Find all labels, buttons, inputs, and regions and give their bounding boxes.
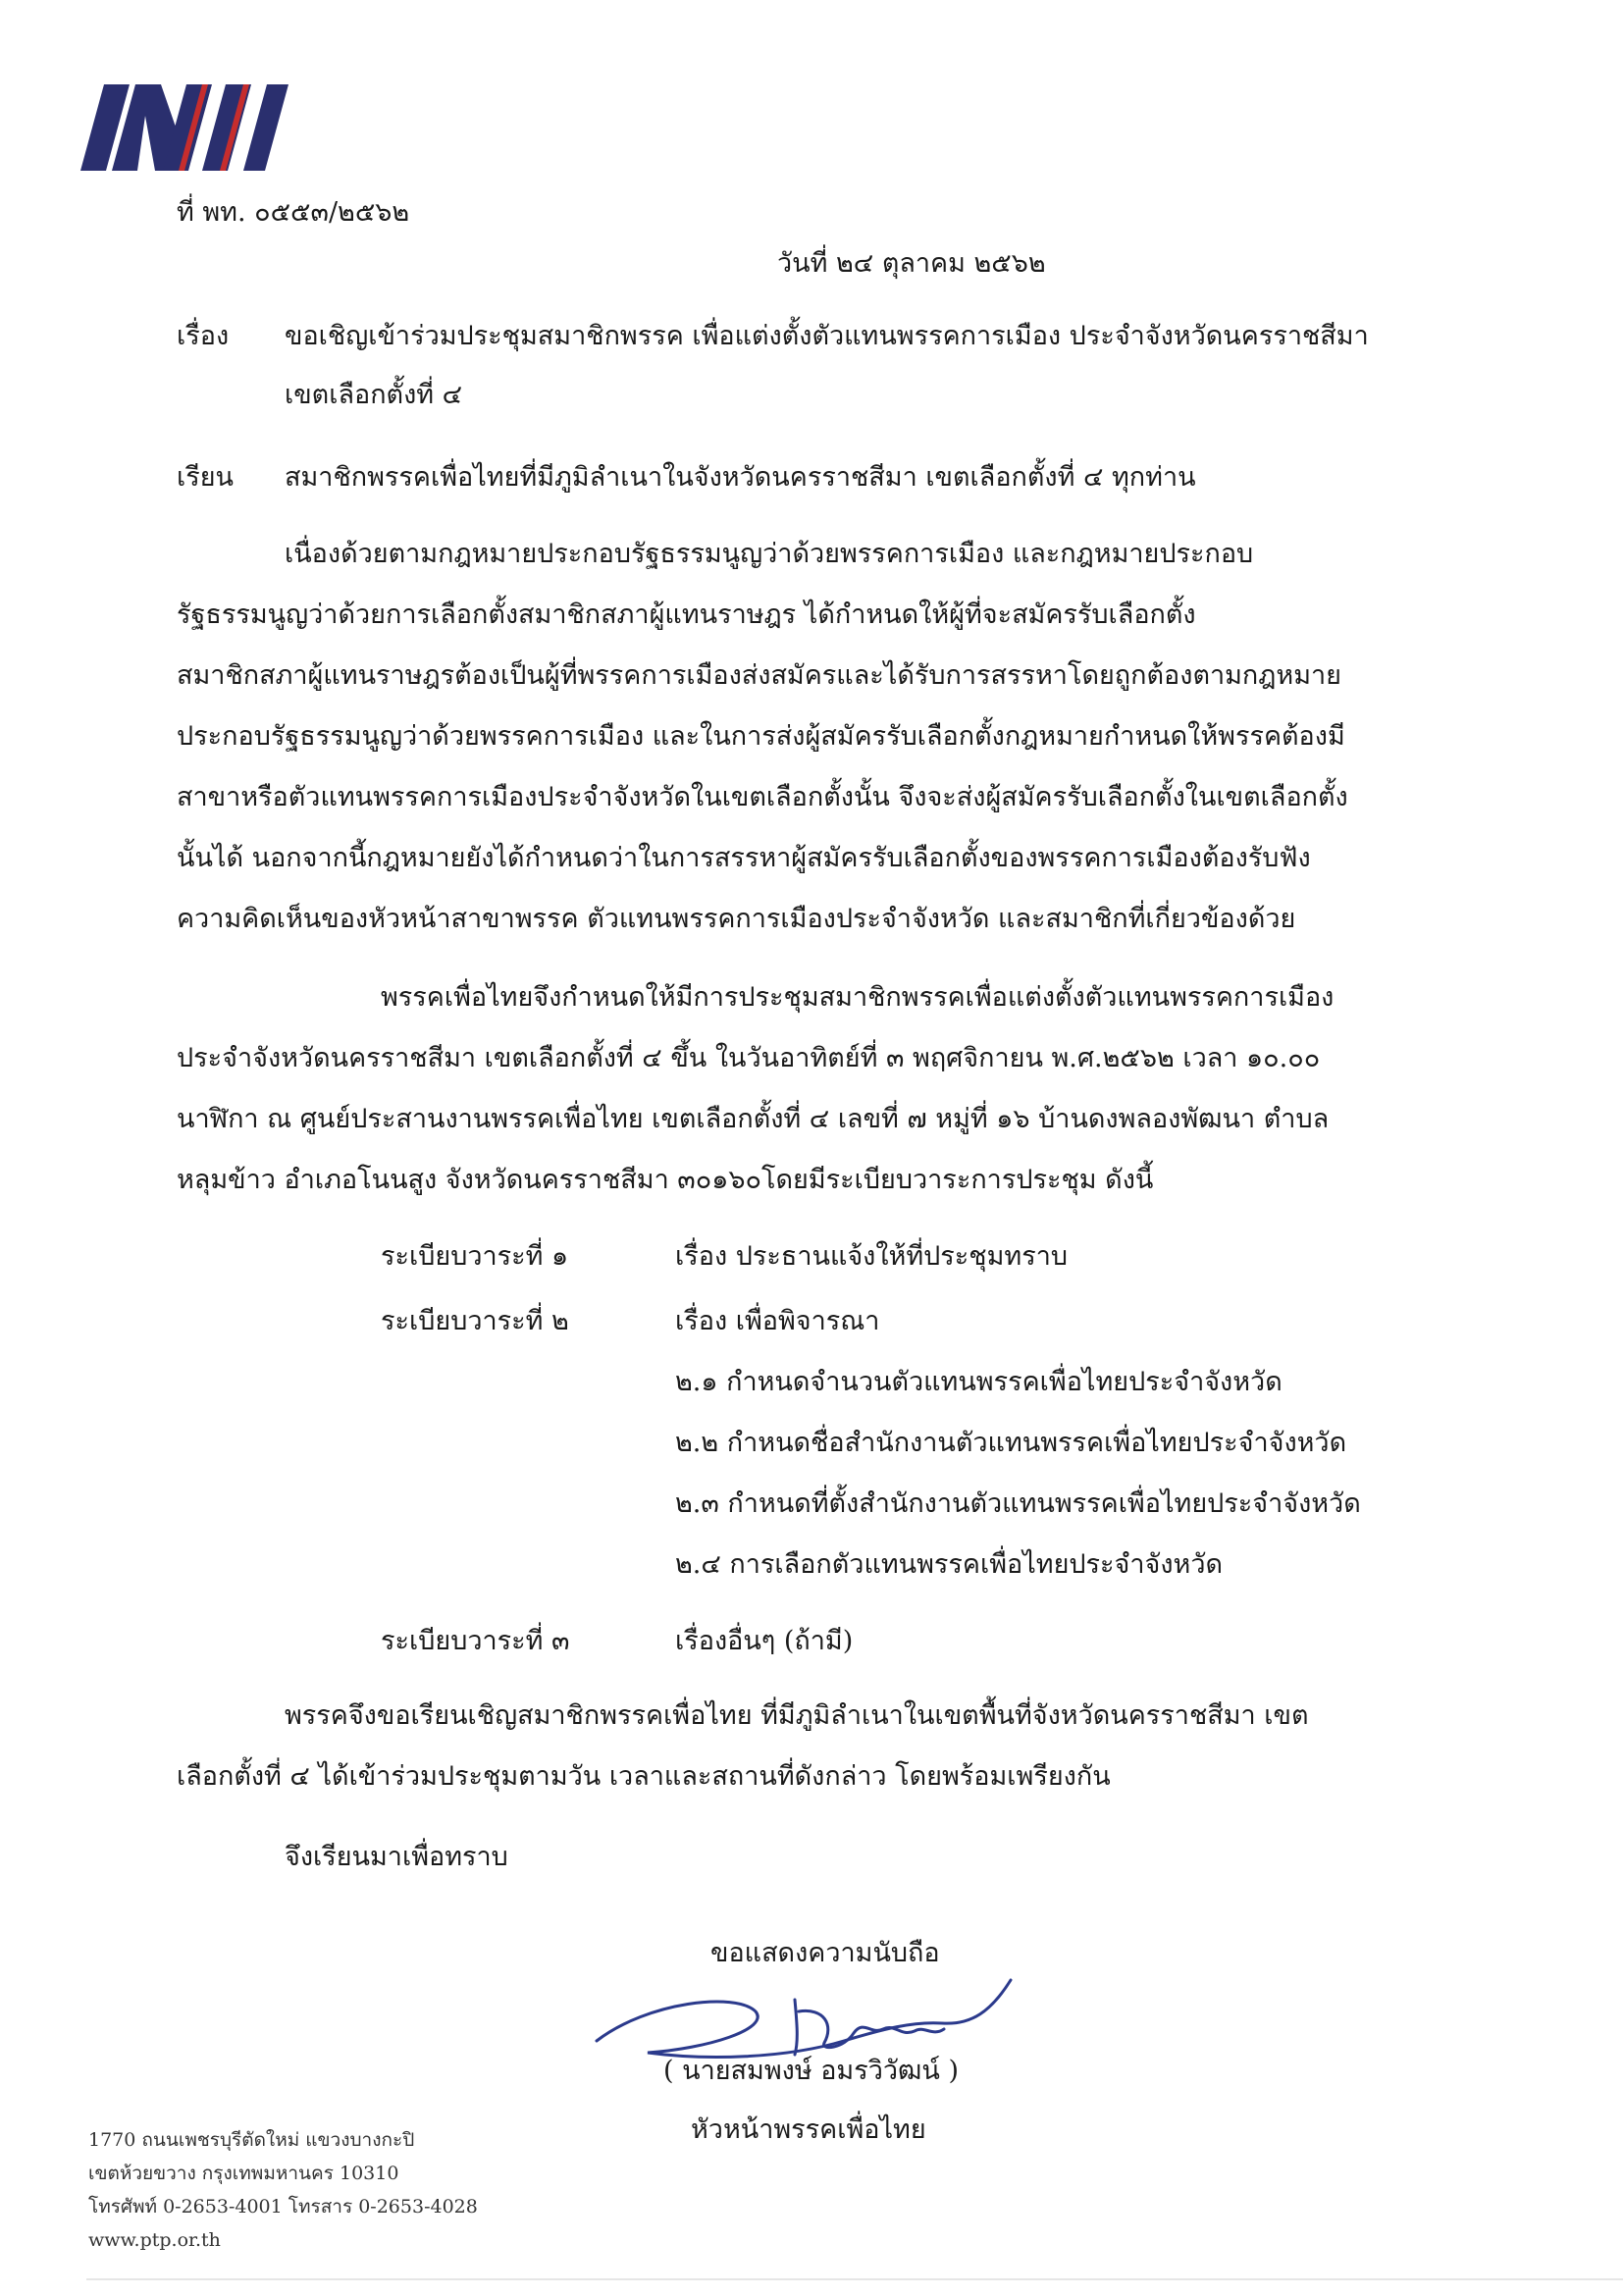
addressee-text: สมาชิกพรรคเพื่อไทยที่มีภูมิลำเนาในจังหวัดนครราชสีมา เขตเลือกตั้งที่ ๔ ทุกท่าน bbox=[285, 462, 1196, 493]
subject-label: เรื่อง bbox=[177, 321, 230, 351]
agenda-subitem: ๒.๓ กำหนดที่ตั้งสำนักงานตัวแทนพรรคเพื่อไทยประจำจังหวัด bbox=[675, 1488, 1361, 1519]
signatory-name: ( นายสมพงษ์ อมรวิวัฒน์ ) bbox=[663, 2056, 959, 2086]
salutation: ขอแสดงความนับถือ bbox=[710, 1938, 940, 1968]
agenda-item-1-text: เรื่อง ประธานแจ้งให้ที่ประชุมทราบ bbox=[675, 1241, 1069, 1272]
agenda-subitem: ๒.๑ กำหนดจำนวนตัวแทนพรรคเพื่อไทยประจำจังหวัด bbox=[675, 1367, 1283, 1397]
paragraph-line: เนื่องด้วยตามกฎหมายประกอบรัฐธรรมนูญว่าด้วยพรรคการเมือง และกฎหมายประกอบ bbox=[285, 539, 1254, 569]
paragraph-line: รัฐธรรมนูญว่าด้วยการเลือกตั้งสมาชิกสภาผู้แทนราษฎร ได้กำหนดให้ผู้ที่จะสมัครรับเลือกตั้ง bbox=[177, 600, 1196, 630]
footer-website: www.ptp.or.th bbox=[88, 2229, 221, 2251]
subject-line-2: เขตเลือกตั้งที่ ๔ bbox=[285, 380, 463, 410]
paragraph-line: พรรคเพื่อไทยจึงกำหนดให้มีการประชุมสมาชิกพรรคเพื่อแต่งตั้งตัวแทนพรรคการเมือง bbox=[381, 982, 1335, 1013]
paragraph-line: เลือกตั้งที่ ๔ ได้เข้าร่วมประชุมตามวัน เวลาและสถานที่ดังกล่าว โดยพร้อมเพรียงกัน bbox=[177, 1761, 1111, 1792]
reference-number: ที่ พท. ๐๕๕๓/๒๕๖๒ bbox=[177, 197, 410, 228]
paragraph-line: สมาชิกสภาผู้แทนราษฎรต้องเป็นผู้ที่พรรคการเมืองส่งสมัครและได้รับการสรรหาโดยถูกต้องตามกฎหมาย bbox=[177, 660, 1341, 691]
agenda-item-2-label: ระเบียบวาระที่ ๒ bbox=[381, 1306, 569, 1336]
party-logo bbox=[80, 77, 288, 179]
letter-date: วันที่ ๒๔ ตุลาคม ๒๕๖๒ bbox=[777, 248, 1046, 279]
logo-glyphs bbox=[80, 84, 288, 171]
agenda-item-1-label: ระเบียบวาระที่ ๑ bbox=[381, 1241, 569, 1272]
signatory-title: หัวหน้าพรรคเพื่อไทย bbox=[691, 2114, 926, 2145]
agenda-item-3-label: ระเบียบวาระที่ ๓ bbox=[381, 1626, 570, 1656]
paragraph-line: ความคิดเห็นของหัวหน้าสาขาพรรค ตัวแทนพรรคการเมืองประจำจังหวัด และสมาชิกที่เกี่ยวข้องด้วย bbox=[177, 904, 1296, 934]
bottom-rule bbox=[86, 2278, 1623, 2280]
paragraph-line: นาฬิกา ณ ศูนย์ประสานงานพรรคเพื่อไทย เขตเลือกตั้งที่ ๔ เลขที่ ๗ หมู่ที่ ๑๖ บ้านดงพลองพัฒนา ตำบล bbox=[177, 1104, 1330, 1134]
paragraph-line: พรรคจึงขอเรียนเชิญสมาชิกพรรคเพื่อไทย ที่มีภูมิลำเนาในเขตพื้นที่จังหวัดนครราชสีมา เขต bbox=[285, 1700, 1309, 1731]
paragraph-line: หลุมข้าว อำเภอโนนสูง จังหวัดนครราชสีมา ๓๐๑๖๐โดยมีระเบียบวาระการประชุม ดังนี้ bbox=[177, 1165, 1154, 1195]
agenda-item-3-text: เรื่องอื่นๆ (ถ้ามี) bbox=[675, 1626, 854, 1656]
agenda-subitem: ๒.๒ กำหนดชื่อสำนักงานตัวแทนพรรคเพื่อไทยประจำจังหวัด bbox=[675, 1428, 1347, 1458]
footer-line: 1770 ถนนเพชรบุรีตัดใหม่ แขวงบางกะปิ bbox=[88, 2129, 415, 2151]
footer-line: เขตห้วยขวาง กรุงเทพมหานคร 10310 bbox=[88, 2163, 399, 2184]
footer-line: โทรศัพท์ 0-2653-4001 โทรสาร 0-2653-4028 bbox=[88, 2196, 478, 2218]
paragraph-line: ประจำจังหวัดนครราชสีมา เขตเลือกตั้งที่ ๔ ขึ้น ในวันอาทิตย์ที่ ๓ พฤศจิกายน พ.ศ.๒๕๖๒ เวลา ๑๐.๐๐ bbox=[177, 1043, 1321, 1073]
paragraph-line: ประกอบรัฐธรรมนูญว่าด้วยพรรคการเมือง และในการส่งผู้สมัครรับเลือกตั้งกฎหมายกำหนดให้พรรคต้องมี bbox=[177, 721, 1345, 752]
agenda-subitem: ๒.๔ การเลือกตัวแทนพรรคเพื่อไทยประจำจังหวัด bbox=[675, 1549, 1224, 1580]
closing-sentence: จึงเรียนมาเพื่อทราบ bbox=[285, 1842, 508, 1872]
paragraph-line: สาขาหรือตัวแทนพรรคการเมืองประจำจังหวัดในเขตเลือกตั้งนั้น จึงจะส่งผู้สมัครรับเลือกตั้งในเขตเลือกตั้ง bbox=[177, 782, 1348, 812]
paragraph-line: นั้นได้ นอกจากนี้กฎหมายยังได้กำหนดว่าในการสรรหาผู้สมัครรับเลือกตั้งของพรรคการเมืองต้องรับฟัง bbox=[177, 843, 1311, 873]
addressee-label: เรียน bbox=[177, 462, 235, 493]
subject-line-1: ขอเชิญเข้าร่วมประชุมสมาชิกพรรค เพื่อแต่งตั้งตัวแทนพรรคการเมือง ประจำจังหวัดนครราชสีมา bbox=[285, 321, 1369, 351]
agenda-item-2-text: เรื่อง เพื่อพิจารณา bbox=[675, 1306, 880, 1336]
